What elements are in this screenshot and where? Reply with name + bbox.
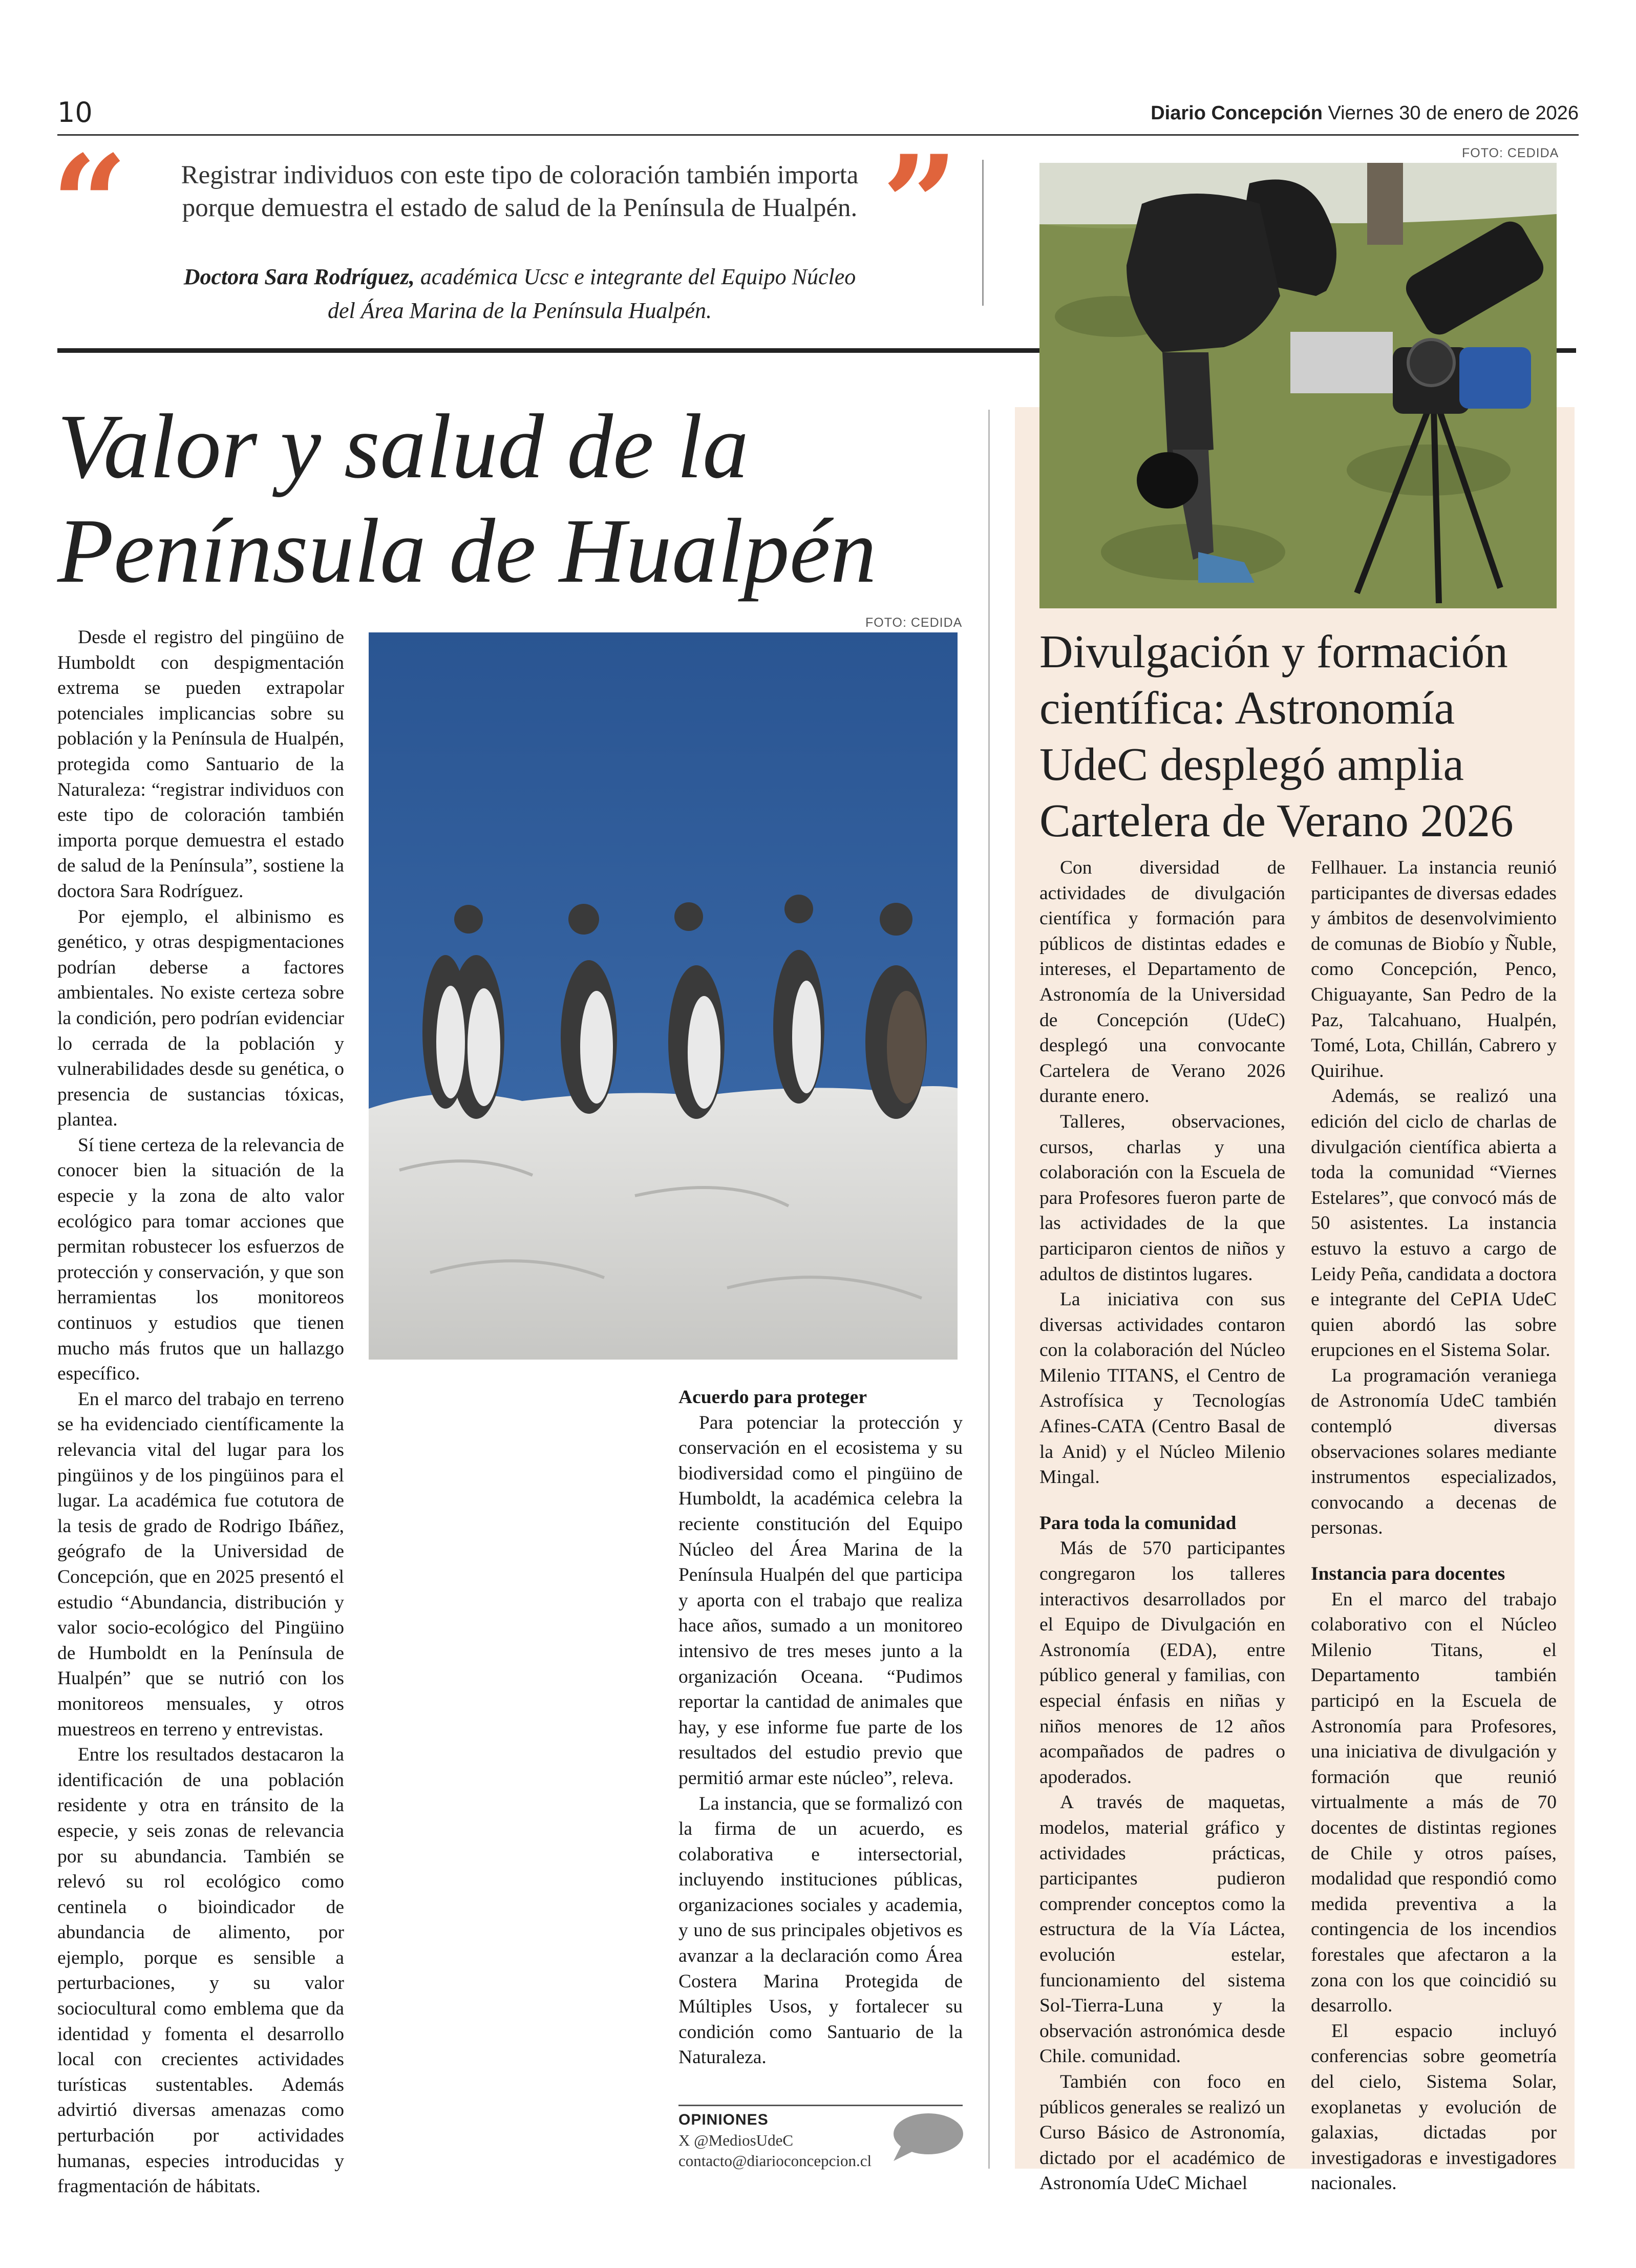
paragraph: El espacio incluyó conferencias sobre geometría del cielo, Sistema Solar, exoplanetas y evolución de galaxias, dictadas por investigadoras e investigadores nacionales. xyxy=(1311,2020,1557,2194)
headline-line-2: Península de Hualpén xyxy=(57,500,877,602)
subheading-acuerdo: Acuerdo para proteger xyxy=(678,1387,867,1408)
sidebar-headline: Divulgación y formación científica: Astronomía UdeC desplegó amplia Cartelera de Verano 2026 xyxy=(1039,626,1514,846)
paragraph: La programación veraniega de Astronomía UdeC también contempló diversas observaciones solares mediante instrumentos especializados, convocando a decenas de personas. xyxy=(1311,1365,1557,1539)
masthead xyxy=(1151,102,1579,124)
paragraph: Talleres, observaciones, cursos, charlas y una colaboración con la Escuela de para Profesores fueron parte de las actividades de la que participaron cientos de niños y adultos de distintos lugares. xyxy=(1039,1111,1285,1285)
header-rule xyxy=(57,134,1579,136)
paragraph: Para potenciar la protección y conservación en el ecosistema y su biodiversidad como el pingüino de Humboldt, la académica celebra la reciente constitución del Equipo Núcleo del Área Marina de la Península Hualpén del que participa y aporta con el trabajo que realiza hace años, sumado a un monitoreo intensivo de tres meses junto a la organización Oceana. “Pudimos reportar la cantidad de animales que hay, y ese informe fue parte de los resultados del estudio previo que permitió armar este núcleo”, releva. xyxy=(678,1412,963,1789)
astronomy-photo-credit: FOTO: CEDIDA xyxy=(1462,146,1559,160)
paragraph: A través de maquetas, modelos, material gráfico y actividades prácticas, participantes pudieron comprender conceptos como la estructura de la Vía Láctea, evolución estelar, funcionamiento del sistema Sol-Tierra-Luna y la observación astronómica desde Chile. comunidad. xyxy=(1039,1792,1285,2067)
opinions-handle[interactable]: X @MediosUdeC xyxy=(678,2131,794,2149)
column-divider xyxy=(988,410,990,2169)
penguin-photo-credit: FOTO: CEDIDA xyxy=(865,616,963,630)
paragraph: Por ejemplo, el albinismo es genético, y otras despigmentaciones podrían deberse a factores ambientales. No existe certeza sobre la condición, pero podrían evidenciar lo cerrada de la población y vulnerabilidades desde su genética, o presencia de sustancias tóxicas, plantea. xyxy=(57,906,344,1131)
quote-author: Doctora Sara Rodríguez, xyxy=(183,264,415,289)
astronomy-photo xyxy=(1039,163,1557,608)
subheading-comunidad: Para toda la comunidad xyxy=(1039,1512,1237,1534)
subheading-docentes: Instancia para docentes xyxy=(1311,1563,1505,1585)
open-quote-icon: “ xyxy=(51,126,128,283)
issue-date: Viernes 30 de enero de 2026 xyxy=(1328,102,1579,124)
sidebar-col-2 xyxy=(1311,855,1557,2196)
paragraph: Entre los resultados destacaron la identificación de una población residente y otra en tránsito de la especie, y seis zonas de relevancia por su abundancia. También se relevó su rol ecológico como centinela o bioindicador de abundancia de alimento, por ejemplo, porque es sensible a perturbaciones, y su valor sociocultural como emblema que da identidad y fomenta el desarrollo local con crecientes actividades turísticas sustentables. Además advirtió diversas amenazas como perturbación por actividades humanas, especies introducidas y fragmentación de hábitats. xyxy=(57,1744,344,2197)
paragraph: Sí tiene certeza de la relevancia de conocer bien la situación de la especie y la zona de alto valor ecológico para tomar acciones que permitan robustecer los esfuerzos de protección y conservación, y que son herramientas los monitoreos continuos y estudios que tienen mucho más frutos que un hallazgo específico. xyxy=(57,1134,344,1385)
pull-quote: Registrar individuos con este tipo de coloración también importa porque demuestra el estado de salud de la Península de Hualpén. xyxy=(181,161,859,222)
quote-attribution xyxy=(143,260,896,328)
opinions-box xyxy=(678,2110,899,2171)
paragraph: En el marco del trabajo en terreno se ha evidenciado científicamente la relevancia vital del lugar para los pingüinos y de los pingüinos para el lugar. La académica fue cotutora de la tesis de grado de Rodrigo Ibáñez, geógrafo de la Universidad de Concepción, que en 2025 presentó el estudio “Abundancia, distribución y valor socio-ecológico del Pingüino de Humboldt en la Península de Hualpén” que se nutrió con los monitoreos mensuales, y otros muestreos en terreno y entrevistas. xyxy=(57,1388,344,1740)
quote-divider xyxy=(982,160,984,306)
main-headline xyxy=(57,394,979,603)
paragraph: En el marco del trabajo colaborativo con el Núcleo Milenio Titans, el Departamento también participó en la Escuela de Astronomía para Profesores, una iniciativa de divulgación y formación que reunió virtualmente a más de 70 docentes de distintas regiones de Chile y otros países, modalidad que respondió como medida preventiva a la contingencia de los incendios forestales que afectaron a la zona con los que coincidió su desarrollo. xyxy=(1311,1588,1557,2017)
paragraph: Además, se realizó una edición del ciclo de charlas de divulgación científica abierta a toda la comunidad “Viernes Estelares”, que convocó más de 50 asistentes. La instancia estuvo la estuvo a cargo de Leidy Peña, candidata a doctora e integrante del CePIA UdeC quien abordó las sobre erupciones en el Sistema Solar. xyxy=(1311,1086,1557,1361)
newspaper-name: Diario Concepción xyxy=(1151,102,1323,124)
quote-role-1: académica Ucsc e integrante del Equipo Núcleo xyxy=(420,264,856,289)
paragraph: Más de 570 participantes congregaron los talleres interactivos desarrollados por el Equipo de Divulgación en Astronomía (EDA), entre público general y familias, con especial énfasis en niñas y niños menores de 12 años acompañados de padres o apoderados. xyxy=(1039,1538,1285,1788)
opinions-title: OPINIONES xyxy=(678,2111,769,2128)
main-article-col-2 xyxy=(678,1382,963,2070)
paragraph: La instancia, que se formalizó con la firma de un acuerdo, es colaborativa e intersectorial, incluyendo instituciones públicas, organizaciones sociales y academia, y uno de sus principales objetivos es avanzar a la declaración como Área Costera Marina Protegida de Múltiples Usos, y fortalecer su condición como Santuario de la Naturaleza. xyxy=(678,1793,963,2068)
paragraph: La iniciativa con sus diversas actividades contaron con la colaboración del Núcleo Milenio TITANS, el Centro de Astrofísica y Tecnologías Afines-CATA (Centro Basal de la Anid) y el Núcleo Milenio Mingal. xyxy=(1039,1289,1285,1488)
paragraph: También con foco en públicos generales se realizó un Curso Básico de Astronomía, dictado por el académico de Astronomía UdeC Michael xyxy=(1039,2071,1285,2194)
speech-bubble-icon xyxy=(888,2112,965,2164)
main-article-col-1 xyxy=(57,625,344,2199)
opinions-rule xyxy=(678,2105,963,2106)
paragraph: Desde el registro del pingüino de Humboldt con despigmentación extrema se pueden extrapolar potenciales implicancias sobre su población y la Península de Hualpén, protegida como Santuario de la Naturaleza: “registrar individuos con este tipo de coloración también importa porque demuestra el estado de salud de la Península”, sostiene la doctora Sara Rodríguez. xyxy=(57,627,344,902)
quote-role-2: del Área Marina de la Península Hualpén. xyxy=(328,298,712,323)
penguin-photo xyxy=(369,632,958,1360)
paragraph: Fellhauer. La instancia reunió participantes de diversas edades y ámbitos de desenvolvimiento de comunas de Biobío y Ñuble, como Concepción, Penco, Chiguayante, San Pedro de la Paz, Talcahuano, Hualpén, Tomé, Lota, Chillán, Cabrero y Quirihue. xyxy=(1311,857,1557,1082)
close-quote-icon: ” xyxy=(882,126,959,283)
opinions-email[interactable]: contacto@diarioconcepcion.cl xyxy=(678,2152,872,2170)
paragraph: Con diversidad de actividades de divulgación científica y formación para públicos de distintas edades e intereses, el Departamento de Astronomía de la Universidad de Concepción (UdeC) desplegó una convocante Cartelera de Verano 2026 durante enero. xyxy=(1039,857,1285,1107)
page-number: 10 xyxy=(57,96,93,129)
headline-line-1: Valor y salud de la xyxy=(57,395,749,497)
sidebar-col-1 xyxy=(1039,855,1285,2196)
